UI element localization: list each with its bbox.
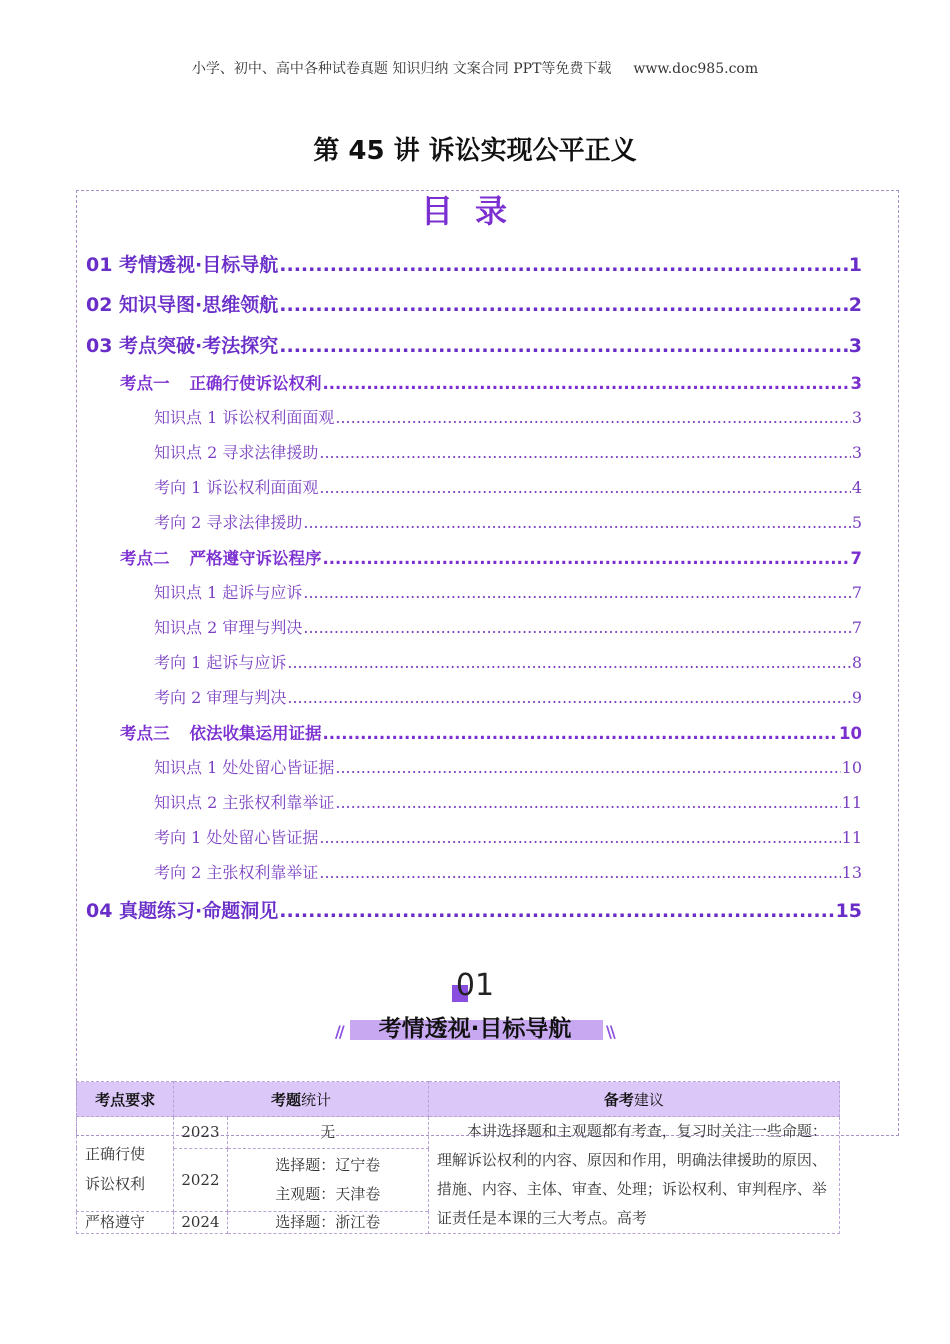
toc-label: 考点三 依法收集运用证据 [120, 724, 322, 743]
toc-entry[interactable] [154, 440, 862, 463]
toc-label: 03 考点突破·考法探究 [86, 335, 279, 357]
toc-page: 1 [848, 254, 862, 276]
toc-label: 知识点 2 主张权利靠举证 [154, 793, 335, 812]
toc-label: 考向 1 起诉与应诉 [154, 653, 287, 672]
toc-page: 15 [835, 900, 862, 922]
toc-page: 10 [841, 758, 862, 777]
toc-leader [319, 828, 840, 847]
toc-label: 考向 1 处处留心皆证据 [154, 828, 319, 847]
toc-leader [279, 294, 847, 316]
toc-entry[interactable] [154, 475, 862, 498]
table-row [77, 1117, 840, 1149]
toc-entry[interactable] [86, 290, 862, 317]
toc-entry[interactable] [120, 720, 862, 744]
toc-page: 3 [851, 443, 862, 462]
year-cell: 2022 [174, 1148, 227, 1211]
toc-label: 考点二 严格遵守诉讼程序 [120, 549, 322, 568]
toc-leader [335, 758, 840, 777]
toc-label: 考向 1 诉讼权利面面观 [154, 478, 319, 497]
toc-page: 9 [851, 688, 862, 707]
header-text: 小学、初中、高中各种试卷真题 知识归纳 文案合同 PPT等免费下载 [191, 61, 612, 77]
lecture-title: 第 45 讲 诉讼实现公平正义 [313, 136, 637, 166]
toc-page: 7 [851, 583, 862, 602]
topic-cell: 正确行使诉讼权利 [77, 1117, 174, 1212]
toc-entry[interactable] [154, 685, 862, 708]
toc-label: 01 考情透视·目标导航 [86, 254, 279, 276]
header-stats: 考题统计 [174, 1082, 429, 1117]
advice-cell: 本讲选择题和主观题都有考查，复习时关注一些命题：理解诉讼权利的内容、原因和作用，明确法律援助的原因、措施、内容、主体、审查、处理；诉讼权利、审判程序、举证责任是本课的三大考点。高考 [428, 1117, 839, 1234]
toc-page: 4 [851, 478, 862, 497]
toc-label: 考向 2 审理与判决 [154, 688, 287, 707]
toc-leader [279, 900, 834, 922]
toc-entry[interactable] [154, 860, 862, 883]
header-topic: 考点要求 [77, 1082, 174, 1117]
toc-label: 知识点 1 起诉与应诉 [154, 583, 303, 602]
toc-leader [323, 724, 839, 743]
toc-page: 3 [848, 335, 862, 357]
toc-label: 知识点 1 处处留心皆证据 [154, 758, 335, 777]
toc-leader [287, 653, 850, 672]
right-slash-decoration: \\ [606, 1022, 614, 1041]
toc-entry[interactable] [154, 650, 862, 673]
section-title: 考情透视·目标导航 [378, 1016, 572, 1042]
toc-leader [303, 618, 850, 637]
toc-page: 5 [851, 513, 862, 532]
toc-heading: 目录 [420, 192, 529, 230]
page-header [0, 58, 950, 78]
toc-entry[interactable] [86, 331, 862, 358]
toc-leader [323, 374, 850, 393]
header-url[interactable]: www.doc985.com [633, 61, 759, 77]
toc-page: 11 [841, 828, 862, 847]
toc-label: 知识点 2 审理与判决 [154, 618, 303, 637]
toc-entry[interactable] [86, 896, 862, 923]
toc-entry[interactable] [120, 545, 862, 569]
toc-leader [335, 408, 850, 427]
year-cell: 2023 [174, 1117, 227, 1149]
toc-leader [279, 335, 847, 357]
toc-leader [335, 793, 840, 812]
toc-leader [287, 688, 850, 707]
toc-page: 11 [841, 793, 862, 812]
toc-leader [319, 478, 850, 497]
toc-label: 知识点 1 诉讼权利面面观 [154, 408, 335, 427]
toc-leader [319, 443, 850, 462]
toc-entry[interactable] [120, 370, 862, 394]
toc-entry[interactable] [154, 825, 862, 848]
year-cell: 2024 [174, 1211, 227, 1233]
exam-requirements-table [76, 1081, 840, 1234]
toc-page: 8 [851, 653, 862, 672]
toc-page: 13 [841, 863, 862, 882]
toc-label: 02 知识导图·思维领航 [86, 294, 279, 316]
toc-leader [279, 254, 847, 276]
stat-cell: 选择题：辽宁卷 主观题：天津卷 [227, 1148, 428, 1211]
toc-entry[interactable] [86, 250, 862, 277]
toc-entry[interactable] [154, 790, 862, 813]
toc-leader [323, 549, 850, 568]
toc-page: 3 [850, 374, 862, 393]
toc-page: 3 [851, 408, 862, 427]
toc-page: 7 [851, 618, 862, 637]
topic-cell: 严格遵守 [77, 1211, 174, 1233]
toc-leader [303, 513, 850, 532]
toc-entry[interactable] [154, 510, 862, 533]
toc-label: 04 真题练习·命题洞见 [86, 900, 279, 922]
toc-entry[interactable] [154, 615, 862, 638]
toc-leader [319, 863, 840, 882]
toc-page: 10 [839, 724, 862, 743]
toc-page: 2 [848, 294, 862, 316]
toc-label: 知识点 2 寻求法律援助 [154, 443, 319, 462]
section-number: 01 [455, 968, 495, 1003]
toc-label: 考点一 正确行使诉讼权利 [120, 374, 322, 393]
toc-entry[interactable] [154, 755, 862, 778]
stat-cell: 无 [227, 1117, 428, 1149]
stat-cell: 选择题：浙江卷 [227, 1211, 428, 1233]
toc-label: 考向 2 主张权利靠举证 [154, 863, 319, 882]
toc-entry[interactable] [154, 580, 862, 603]
left-slash-decoration: // [335, 1022, 343, 1041]
header-advice: 备考建议 [428, 1082, 839, 1117]
toc-leader [303, 583, 850, 602]
toc-entry[interactable] [154, 405, 862, 428]
toc-label: 考向 2 寻求法律援助 [154, 513, 303, 532]
table-header-row [77, 1082, 840, 1117]
toc-page: 7 [850, 549, 862, 568]
